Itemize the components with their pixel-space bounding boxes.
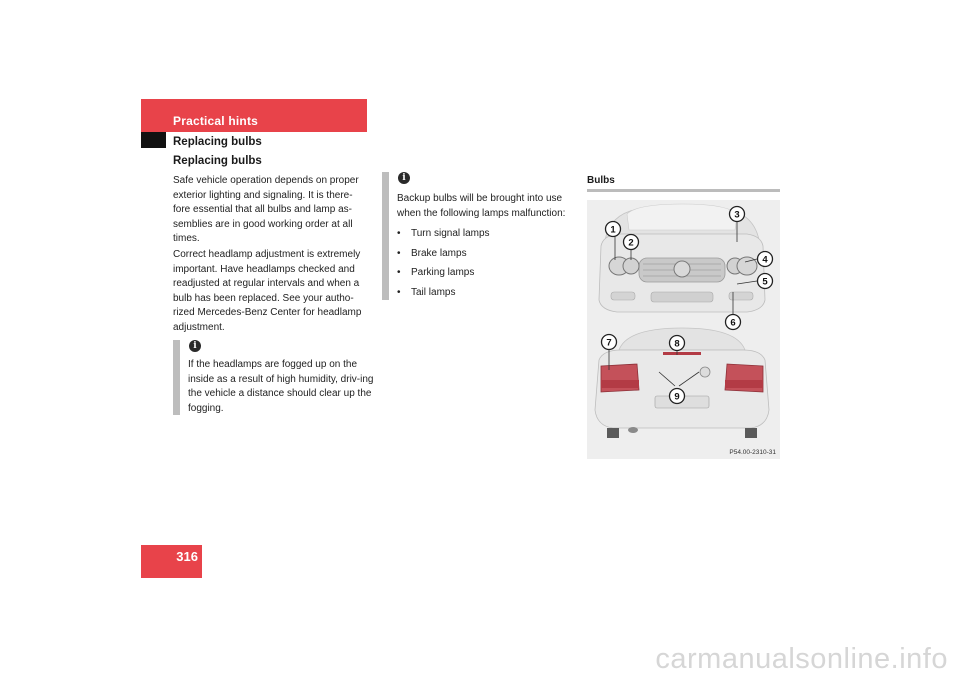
page-number: 316: [176, 549, 198, 564]
lamp-list: [397, 226, 587, 304]
callout-4: 4: [762, 254, 768, 266]
info-note-backup-bulbs: [382, 172, 582, 300]
callout-6: 6: [730, 317, 736, 329]
info-note-fogging: [173, 340, 373, 415]
page-number-tab: [141, 545, 202, 578]
info-icon: i: [398, 172, 410, 184]
section-marker: [141, 132, 166, 148]
bulbs-illustration: [587, 200, 780, 459]
note-text: If the headlamps are fogged up on the inside as a result of high humidity, driv-ing the vehicle a distance should clear up the fogging.: [188, 359, 374, 414]
callout-8: 8: [674, 338, 680, 350]
page-heading: Replacing bulbs: [173, 155, 262, 167]
list-item: • Tail lamps: [397, 285, 587, 305]
note-intro: Backup bulbs will be brought into use when the following lamps malfunction:: [397, 193, 566, 219]
callout-2: 2: [628, 237, 634, 249]
paragraph-headlamp-adjustment: Correct headlamp adjustment is extremely important. Have headlamps checked and readjusted at regular intervals and when a bulb has been replaced. See your autho-rized Mercedes-Benz Center for headlamp adjustment.: [173, 249, 362, 333]
note-bar: [173, 340, 180, 415]
section-title: Practical hints: [173, 114, 259, 128]
section-subtitle: Replacing bulbs: [173, 136, 262, 148]
info-icon: i: [189, 340, 201, 352]
list-item: • Brake lamps: [397, 246, 587, 266]
figure-title: Bulbs: [587, 175, 615, 186]
callout-5: 5: [762, 276, 768, 288]
figure-code: P54.00-2310-31: [729, 449, 776, 456]
list-item: • Parking lamps: [397, 265, 587, 285]
paragraph-lighting: Safe vehicle operation depends on proper exterior lighting and signaling. It is there-fore essential that all bulbs and lamp as-semblies are in good working order at all times.: [173, 175, 359, 245]
list-item: • Turn signal lamps: [397, 226, 587, 246]
callout-9: 9: [674, 391, 680, 403]
figure-title-rule: [587, 189, 780, 192]
note-bar: [382, 172, 389, 300]
callout-7: 7: [606, 337, 612, 349]
callout-3: 3: [734, 209, 740, 221]
watermark: carmanualsonline.info: [655, 643, 948, 675]
callout-1: 1: [610, 224, 616, 236]
